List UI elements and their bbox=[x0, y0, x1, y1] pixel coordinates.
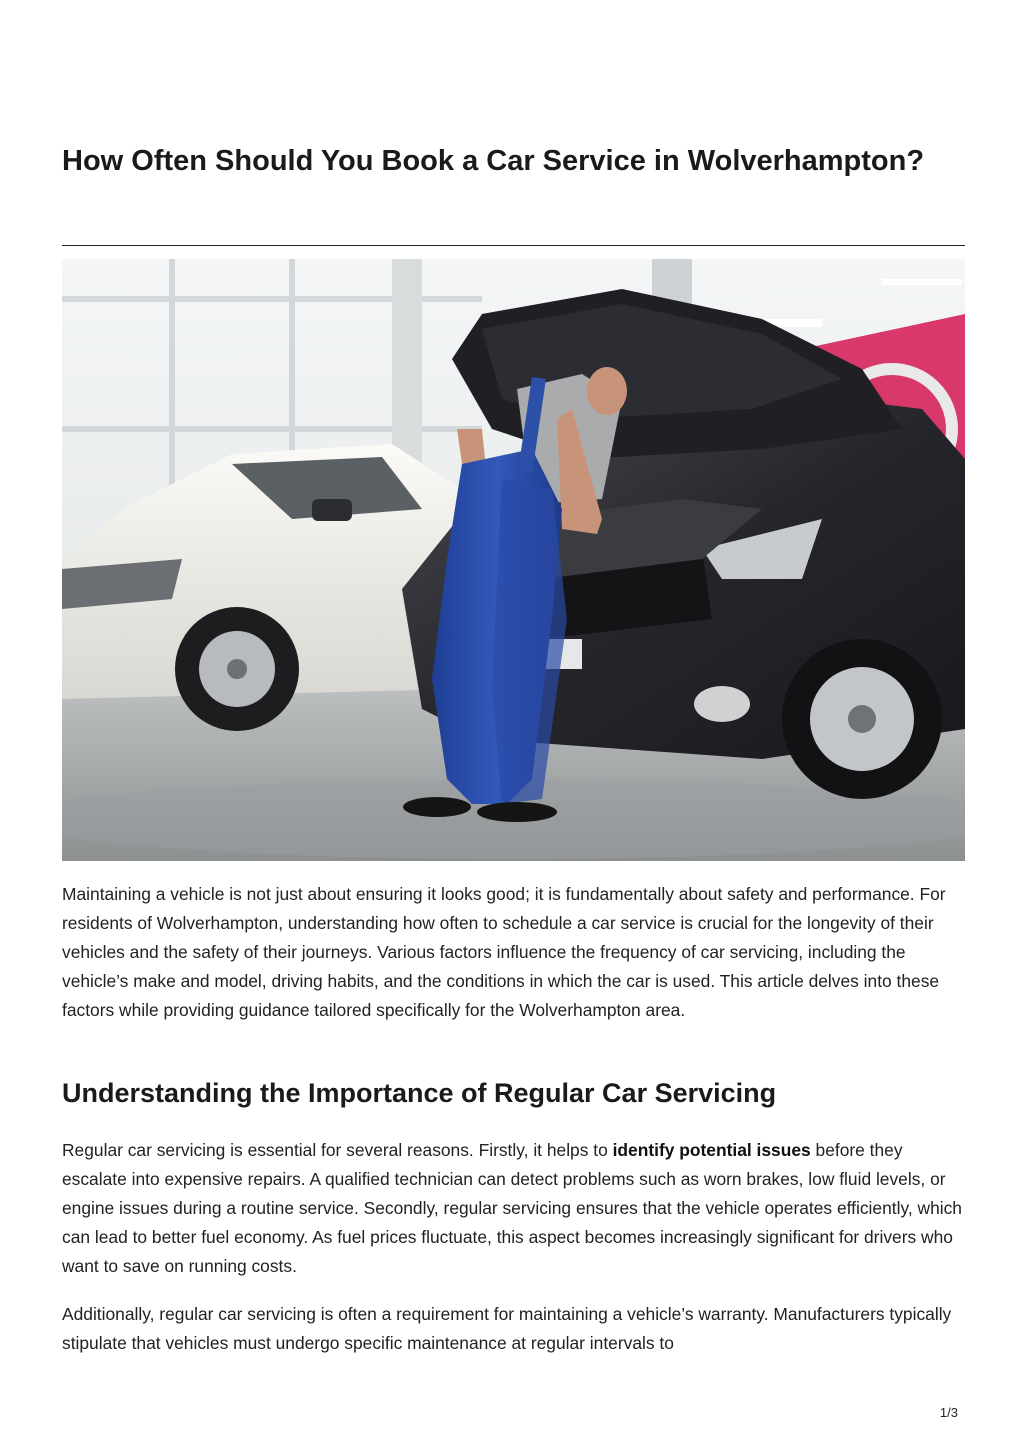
page-number: 1/3 bbox=[939, 1405, 958, 1420]
body-paragraph bbox=[62, 1136, 965, 1281]
body-paragraph: Additionally, regular car servicing is often a requirement for maintaining a vehicle’s warranty. Manufacturers typically stipulate that vehicles must undergo specific maintenance at regular intervals to bbox=[62, 1304, 952, 1353]
hero-image-mechanic-inspecting-car bbox=[62, 259, 965, 861]
paragraph-text: before they escalate into expensive repairs. A qualified technician can detect problems such as worn brakes, low fluid levels, or engine issues during a routine service. Secondly, regular servicing ensures that the vehicle operates efficiently, which can lead to better fuel economy. As fuel prices fluctuate, this aspect becomes increasingly significant for drivers who want to save on running costs. bbox=[62, 1140, 962, 1276]
page-title: How Often Should You Book a Car Service in Wolverhampton? bbox=[62, 145, 925, 177]
intro-paragraph: Maintaining a vehicle is not just about ensuring it looks good; it is fundamentally about safety and performance. For residents of Wolverhampton, understanding how often to schedule a car service is crucial for the longevity of their vehicles and the safety of their journeys. Various factors influence the frequency of car servicing, including the vehicle’s make and model, driving habits, and the conditions in which the car is used. This article delves into these factors while providing guidance tailored specifically for the Wolverhampton area. bbox=[62, 884, 946, 1020]
title-divider bbox=[62, 245, 965, 246]
section-heading: Understanding the Importance of Regular Car Servicing bbox=[62, 1078, 777, 1108]
paragraph-text: Regular car servicing is essential for several reasons. Firstly, it helps to bbox=[62, 1140, 613, 1160]
emphasis-text: identify potential issues bbox=[612, 1140, 811, 1160]
